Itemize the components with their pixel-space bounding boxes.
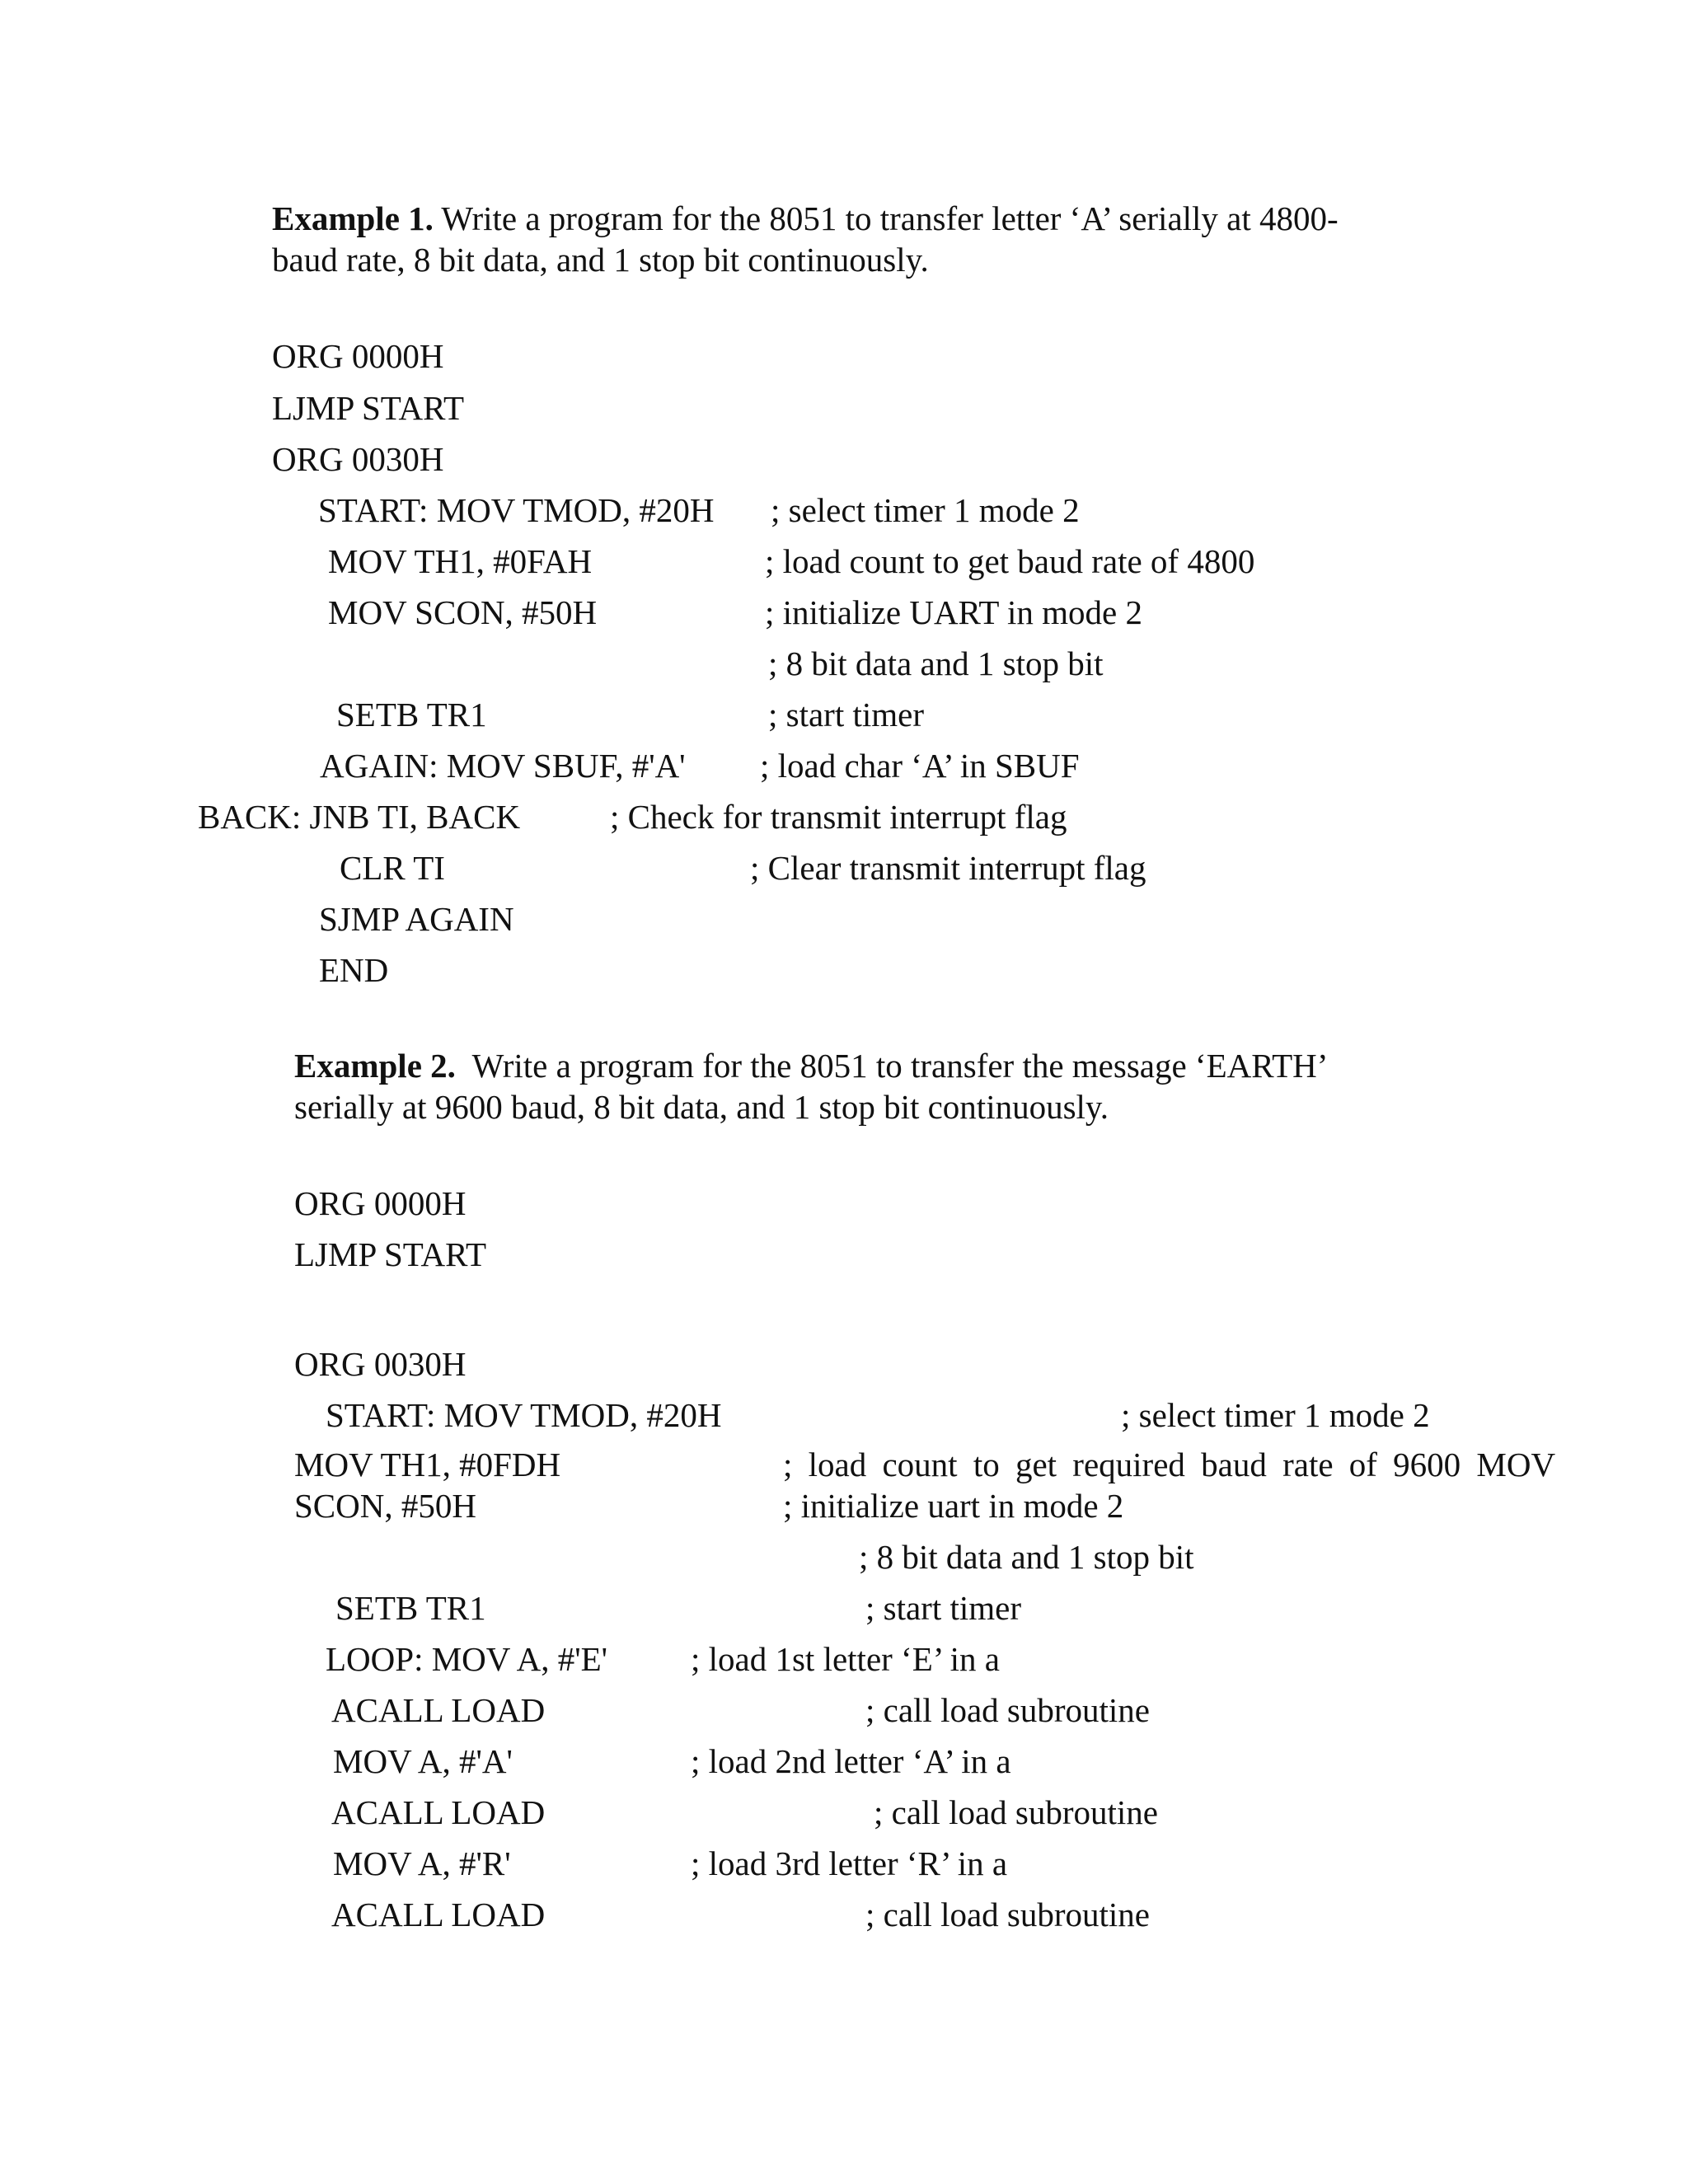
example2-comment: ; start timer — [865, 1589, 1022, 1627]
example1-code-line: SJMP AGAIN — [319, 900, 514, 938]
example2-comment: ; load 3rd letter ‘R’ in a — [691, 1844, 1008, 1882]
example2-comment: ; 8 bit data and 1 stop bit — [859, 1538, 1194, 1576]
example2-description-text: Write a program for the 8051 to transfer the message ‘EARTH’ — [471, 1047, 1329, 1085]
example2-comment: ; call load subroutine — [865, 1896, 1150, 1933]
example2-code-line: ACALL LOAD — [331, 1691, 546, 1729]
example1-comment: ; load count to get baud rate of 4800 — [765, 542, 1255, 580]
example2-comment: ; load count to get required baud rate of 9600 MOV — [783, 1446, 1556, 1483]
example2-comment: ; call load subroutine — [874, 1793, 1158, 1831]
example2-code-line: MOV A, #'A' — [333, 1742, 513, 1780]
example1-code-line: ORG 0000H — [272, 337, 444, 375]
example2-code-line: ACALL LOAD — [331, 1896, 546, 1933]
example1-code-line: END — [319, 951, 389, 989]
example2-code-line: START: MOV TMOD, #20H — [326, 1396, 722, 1434]
example1-code-line: ORG 0030H — [272, 440, 444, 478]
example1-code-line: CLR TI — [340, 849, 445, 887]
example2-comment: ; load 1st letter ‘E’ in a — [691, 1640, 1000, 1678]
example1-comment: ; start timer — [768, 696, 925, 733]
example1-code-line: START: MOV TMOD, #20H — [318, 491, 715, 529]
example1-comment: ; select timer 1 mode 2 — [771, 491, 1080, 529]
example1-description-line1 — [272, 198, 1339, 239]
example1-description-text: Write a program for the 8051 to transfer letter ‘A’ serially at 4800- — [441, 199, 1339, 237]
example1-comment: ; load char ‘A’ in SBUF — [760, 747, 1080, 785]
example2-comment: ; call load subroutine — [865, 1691, 1150, 1729]
example1-heading: Example 1. — [272, 199, 434, 237]
example2-description-line1 — [294, 1045, 1328, 1086]
example1-code-line: MOV TH1, #0FAH — [328, 542, 593, 580]
example2-code-line: LOOP: MOV A, #'E' — [326, 1640, 608, 1678]
example1-code-line: MOV SCON, #50H — [328, 593, 598, 631]
example2-code-line: SETB TR1 — [335, 1589, 486, 1627]
example1-code-line: SETB TR1 — [336, 696, 487, 733]
example1-comment: ; initialize UART in mode 2 — [765, 593, 1142, 631]
example2-code-line: ACALL LOAD — [331, 1793, 546, 1831]
example2-code-line: SCON, #50H — [294, 1487, 476, 1525]
example2-code-line: MOV TH1, #0FDH — [294, 1446, 561, 1483]
example1-comment: ; Clear transmit interrupt flag — [750, 849, 1146, 887]
example2-description-line2: serially at 9600 baud, 8 bit data, and 1 stop bit continuously. — [294, 1088, 1109, 1126]
example1-description-line2: baud rate, 8 bit data, and 1 stop bit continuously. — [272, 241, 929, 279]
example1-code-line: BACK: JNB TI, BACK — [198, 798, 521, 836]
example2-heading: Example 2. — [294, 1047, 456, 1085]
example2-comment: ; initialize uart in mode 2 — [783, 1487, 1124, 1525]
example1-code-line: LJMP START — [272, 389, 465, 427]
example2-comment: ; select timer 1 mode 2 — [1121, 1396, 1430, 1434]
example2-code-line: LJMP START — [294, 1235, 487, 1273]
example2-code-line: ORG 0030H — [294, 1345, 467, 1383]
example2-code-line: ORG 0000H — [294, 1184, 467, 1222]
example1-comment: ; 8 bit data and 1 stop bit — [768, 644, 1104, 682]
example2-code-line: MOV A, #'R' — [333, 1844, 511, 1882]
example1-comment: ; Check for transmit interrupt flag — [610, 798, 1067, 836]
example1-code-line: AGAIN: MOV SBUF, #'A' — [320, 747, 686, 785]
example2-comment: ; load 2nd letter ‘A’ in a — [691, 1742, 1011, 1780]
